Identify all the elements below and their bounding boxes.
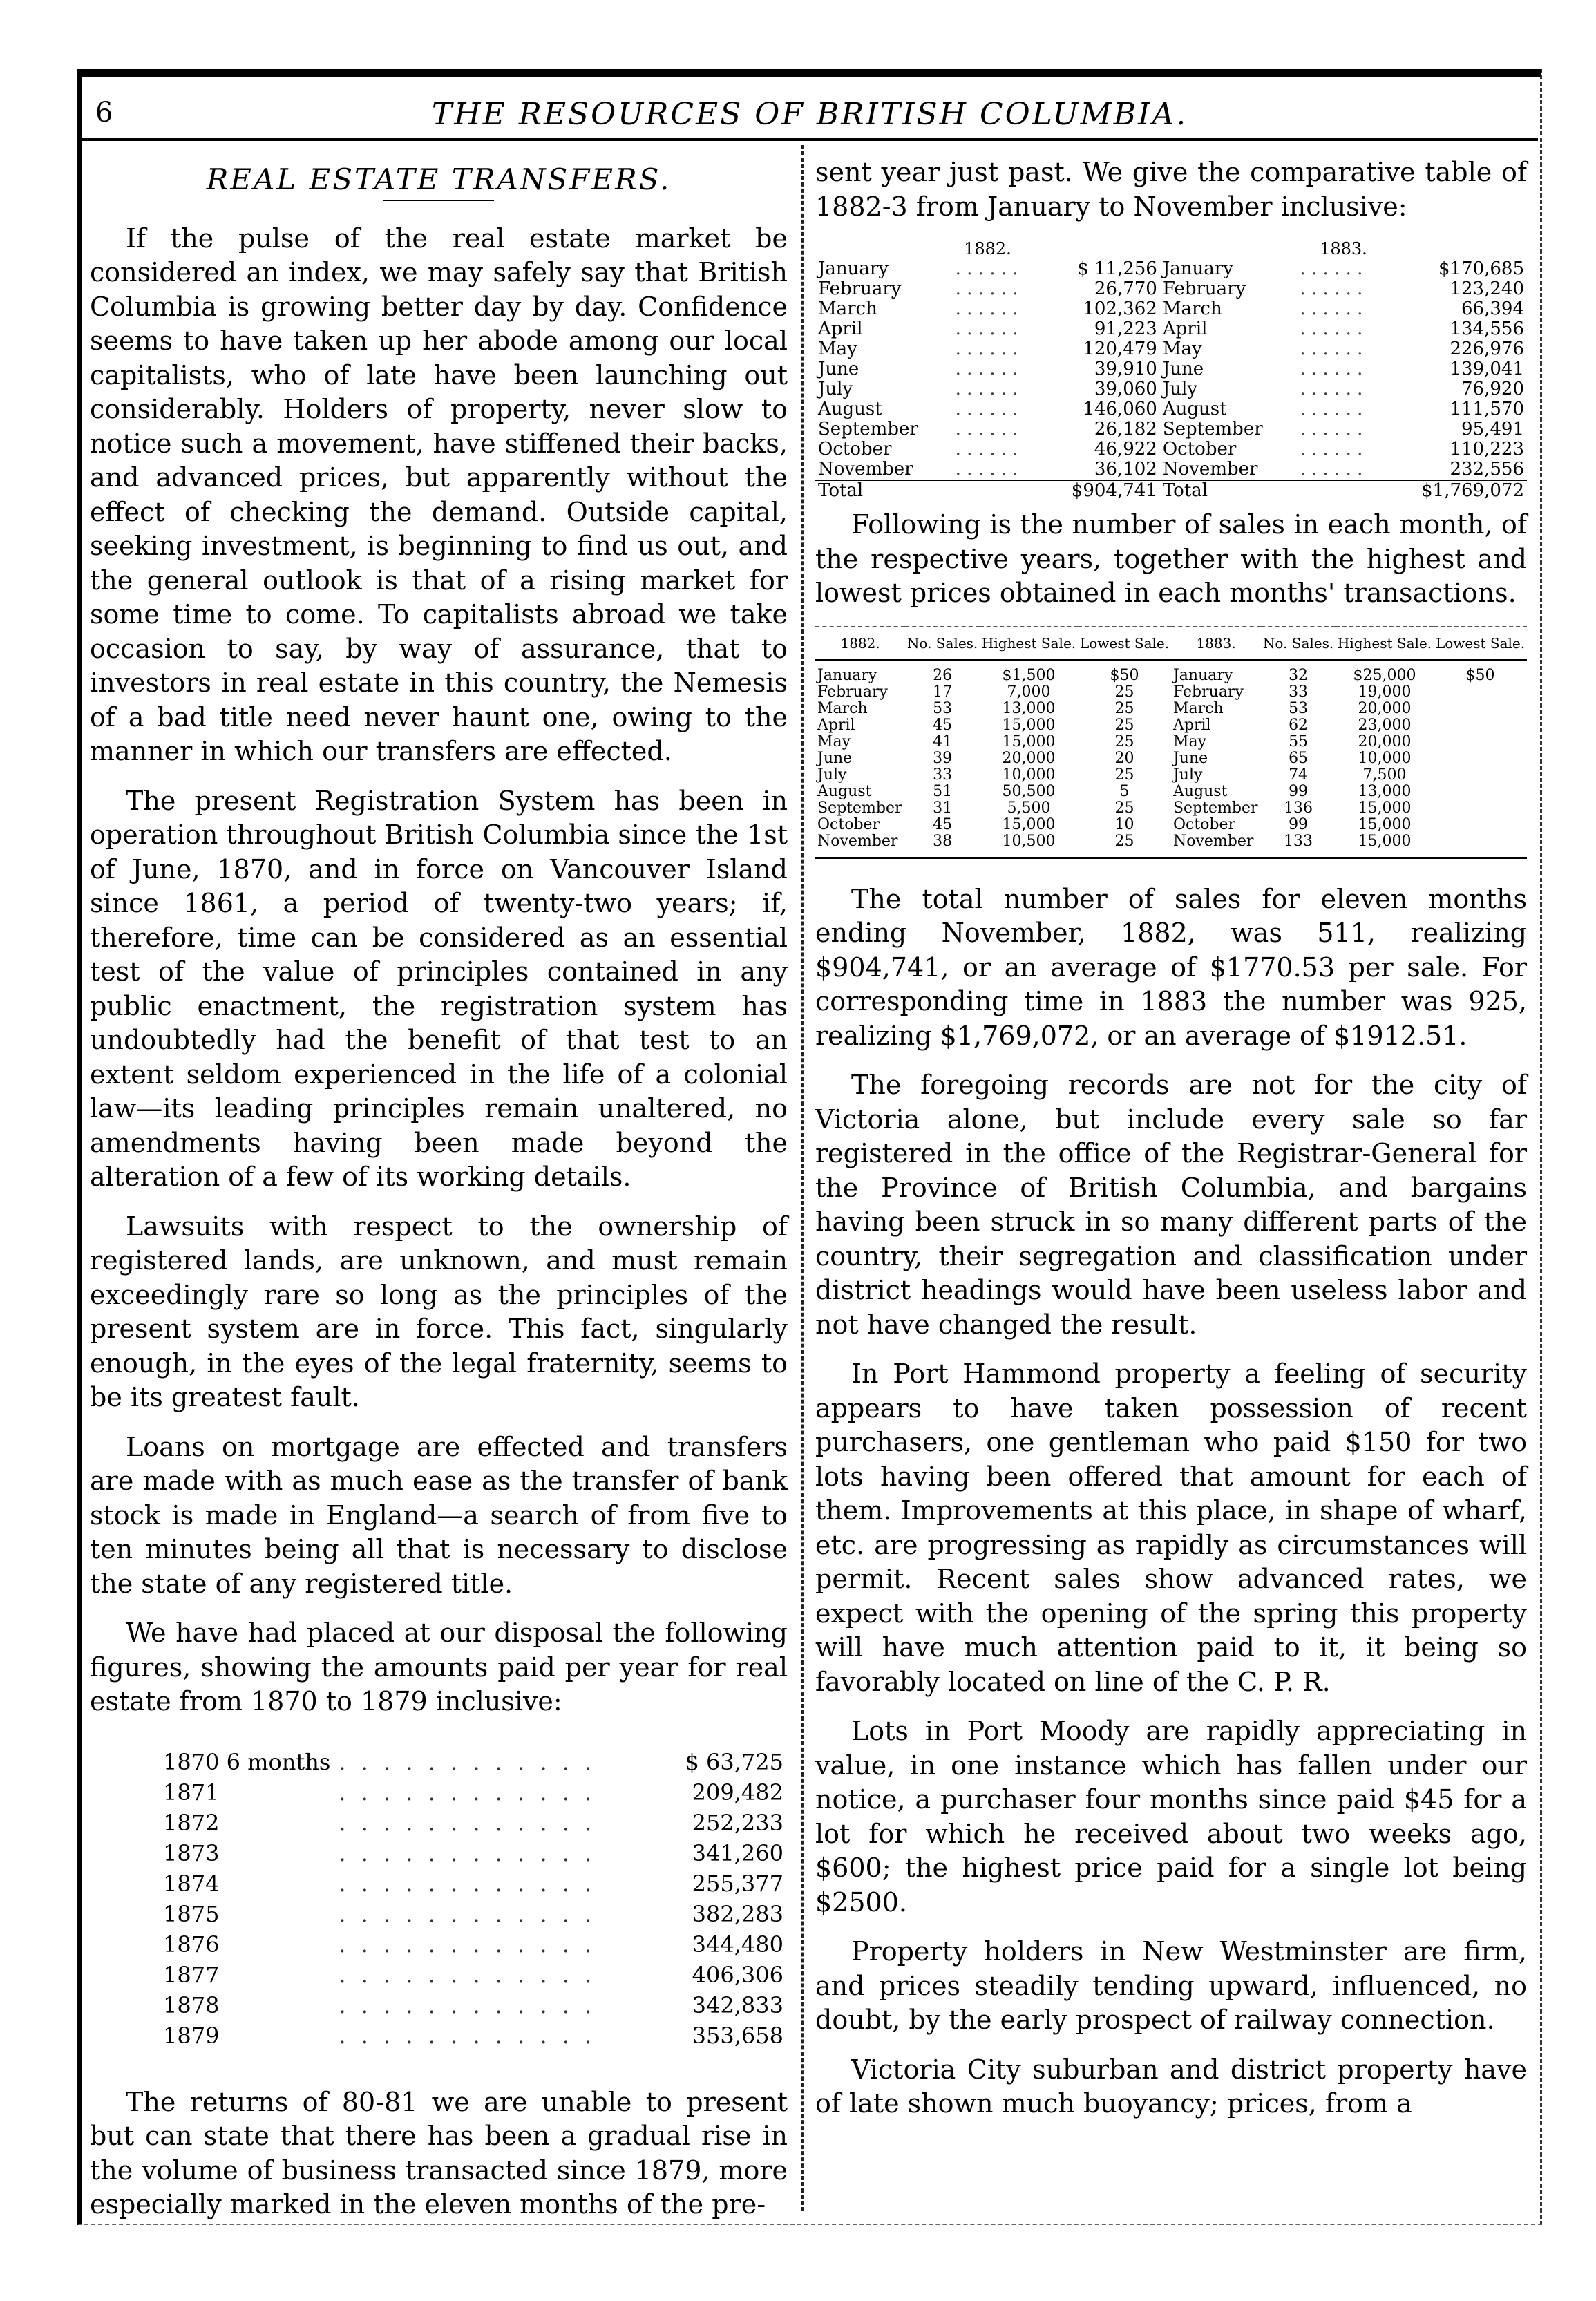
table-cell: July bbox=[1172, 766, 1203, 784]
table-cell bbox=[1434, 734, 1527, 750]
month-cell: May bbox=[818, 339, 857, 359]
table-cell bbox=[1434, 817, 1527, 833]
table-cell: 45 bbox=[933, 815, 953, 833]
paragraph: Loans on mortgage are effected and transfers are made with as much ease as the transfer of bank stock is made in England—a search of from five to ten minutes being all that is necessary to disclose the state of any registered title. bbox=[90, 1431, 788, 1599]
year-cell: 1873 bbox=[163, 1839, 220, 1866]
leader-dots: . . . . . . bbox=[955, 359, 1018, 379]
table-row bbox=[815, 734, 1527, 750]
table-row bbox=[815, 439, 1527, 460]
leader-dots: . . . . . . bbox=[955, 439, 1018, 460]
table-cell: 38 bbox=[933, 832, 953, 850]
table-cell: May bbox=[817, 732, 851, 750]
month-cell: March bbox=[1162, 299, 1222, 319]
amount-cell: $ 63,725 bbox=[685, 1748, 783, 1775]
table-cell: 20,000 bbox=[1002, 749, 1056, 767]
amount-cell: 341,260 bbox=[692, 1839, 783, 1866]
paragraph: In Port Hammond property a feeling of security appears to have taken possession of recent purchasers, one gentleman who paid $150 for two lots having been offered that amount for each of them. Improvements at this place, in shape of wharf, etc. are progressing as rapidly as circumstances will permit. Recent sales show advanced rates, we expect with the opening of the spring this property will have much attention paid to it, it being so favorably located on line of the C. P. R. bbox=[815, 1358, 1527, 1697]
amount-cell: 134,556 bbox=[1450, 319, 1524, 339]
table-cell: 23,000 bbox=[1358, 716, 1412, 734]
table-cell: 7,000 bbox=[1007, 683, 1051, 701]
table-row bbox=[159, 1808, 788, 1838]
month-cell: March bbox=[818, 299, 877, 319]
table-cell: February bbox=[1172, 683, 1244, 701]
leader-dots: . . . . . . bbox=[1300, 319, 1363, 339]
leader-dots: . . . . . . bbox=[955, 299, 1018, 319]
amount-cell: 102,362 bbox=[1083, 299, 1157, 319]
paragraph: Lawsuits with respect to the ownership of registered lands, are unknown, and must remain exceedingly rare so long as the principles of the present system are in force. This fact, singularly enough, in the eyes of the legal fraternity, seems to be its greatest fault. bbox=[90, 1211, 788, 1412]
month-cell: April bbox=[818, 319, 863, 339]
table-row bbox=[815, 359, 1527, 379]
table-row bbox=[815, 460, 1527, 480]
amount-cell: 26,770 bbox=[1094, 278, 1157, 299]
leader-dots: . . . . . . bbox=[955, 279, 1018, 299]
page-header bbox=[82, 97, 1538, 141]
table-cell: 25 bbox=[1114, 683, 1134, 701]
amount-cell: 382,283 bbox=[692, 1900, 783, 1927]
table-cell: 53 bbox=[1289, 699, 1309, 717]
table-row bbox=[815, 684, 1527, 701]
year-cell: 1875 bbox=[163, 1900, 220, 1927]
table-cell: 5 bbox=[1119, 782, 1130, 800]
leader-dots: . . . . . . . . . . . . bbox=[339, 1748, 596, 1775]
table-cell: May bbox=[1172, 732, 1207, 750]
table-cell: 13,000 bbox=[1002, 699, 1056, 717]
table-row bbox=[159, 1899, 788, 1929]
amount-cell: 146,060 bbox=[1083, 399, 1157, 419]
table-row bbox=[815, 399, 1527, 419]
month-cell: January bbox=[818, 258, 889, 279]
table-row bbox=[159, 1868, 788, 1899]
leader-dots: . . . . . . . . . . . . bbox=[339, 1900, 596, 1927]
table-cell bbox=[1434, 767, 1527, 784]
table-cell: 15,000 bbox=[1358, 832, 1412, 850]
table-row bbox=[159, 1747, 788, 1777]
year-cell: 1878 bbox=[163, 1991, 220, 2018]
table-row bbox=[159, 1777, 788, 1808]
table-cell: 51 bbox=[933, 782, 953, 800]
table-cell: June bbox=[1172, 749, 1208, 767]
table-cell: November bbox=[1172, 832, 1254, 850]
leader-dots: . . . . . . bbox=[1300, 339, 1363, 359]
article-title: REAL ESTATE TRANSFERS. bbox=[206, 162, 672, 196]
paragraph: The foregoing records are not for the city of Victoria alone, but include every sale so far registered in the office of the Registrar-General for the Province of British Columbia, and bargains having been struck in so many different parts of the country, their segregation and classification under district headings would have been useless labor and not have changed the result. bbox=[815, 1070, 1527, 1340]
amount-cell: 36,102 bbox=[1094, 459, 1157, 480]
table-cell: $1,500 bbox=[1002, 666, 1056, 684]
leader-dots: . . . . . . bbox=[1300, 359, 1363, 379]
month-cell: November bbox=[1162, 459, 1258, 480]
monthly-sales-table bbox=[815, 626, 1527, 859]
running-title: THE RESOURCES OF BRITISH COLUMBIA. bbox=[431, 97, 1188, 132]
paragraph: Property holders in New Westminster are firm, and prices steadily tending upward, influenced, no doubt, by the early prospect of railway connection. bbox=[815, 1936, 1527, 2035]
annual-amounts-table bbox=[159, 1747, 788, 2051]
table-cell: October bbox=[1172, 815, 1236, 833]
table-cell: $50 bbox=[1110, 666, 1139, 684]
table-cell: March bbox=[817, 699, 868, 717]
amount-cell: $ 11,256 bbox=[1077, 258, 1157, 279]
table-cell: 41 bbox=[933, 732, 953, 750]
table-row bbox=[815, 279, 1527, 299]
table-cell bbox=[1434, 717, 1527, 734]
table-cell: 20,000 bbox=[1358, 732, 1412, 750]
paragraph: The present Registration System has been in operation throughout British Columbia since the 1st of June, 1870, and in force on Vancouver Island since 1861, a period of twenty-two years; if, therefore, time can be considered as an essential test of the value of principles contained in any public enactment, the registration system has undoubtedly had the benefit of that test to an extent seldom experienced in the life of a colonial law—its leading principles remain unaltered, no amendments having been made beyond the alteration of a few of its working details. bbox=[90, 785, 788, 1192]
year-cell: 1872 bbox=[163, 1809, 220, 1836]
table-cell: 99 bbox=[1289, 782, 1309, 800]
table-cell: $25,000 bbox=[1353, 666, 1416, 684]
month-cell: September bbox=[1162, 419, 1263, 439]
amount-cell: 406,306 bbox=[692, 1961, 783, 1988]
leader-dots: . . . . . . . . . . . . bbox=[339, 1809, 596, 1836]
table-row bbox=[815, 833, 1527, 858]
table-row bbox=[815, 299, 1527, 319]
year-cell: 1879 bbox=[163, 2022, 220, 2049]
table-cell: 33 bbox=[1289, 683, 1309, 701]
leader-dots: . . . . . . bbox=[1300, 279, 1363, 299]
leader-dots: . . . . . . bbox=[955, 399, 1018, 419]
leader-dots: . . . . . . . . . . . . bbox=[339, 1779, 596, 1806]
table-cell bbox=[1434, 701, 1527, 717]
month-cell: February bbox=[1162, 278, 1246, 299]
title-rule bbox=[383, 200, 494, 201]
left-column bbox=[90, 155, 788, 2237]
table-cell: January bbox=[817, 666, 877, 684]
table-row bbox=[815, 259, 1527, 279]
leader-dots: . . . . . . . . . . . . bbox=[339, 1991, 596, 2018]
total-row bbox=[815, 480, 1527, 501]
month-cell: February bbox=[818, 278, 902, 299]
table-cell: 39 bbox=[933, 749, 953, 767]
paragraph: Victoria City suburban and district property have of late shown much buoyancy; prices, from a bbox=[815, 2054, 1527, 2119]
table-row bbox=[159, 1990, 788, 2020]
paragraph: The total number of sales for eleven months ending November, 1882, was 511, realizing $904,741, or an average of $1770.53 per sale. For corresponding time in 1883 the number was 925, realizing $1,769,072, or an average of $1912.51. bbox=[815, 883, 1527, 1051]
amount-cell: 255,377 bbox=[692, 1870, 783, 1897]
column-header: Highest Sale. bbox=[980, 627, 1078, 660]
table-cell: 26 bbox=[933, 666, 953, 684]
leader-dots: . . . . . . . . . . . . bbox=[339, 1870, 596, 1897]
table-cell: 133 bbox=[1284, 832, 1313, 850]
table-cell: 25 bbox=[1114, 766, 1134, 784]
month-cell: October bbox=[818, 439, 892, 460]
month-cell: August bbox=[818, 399, 882, 419]
amount-cell: 26,182 bbox=[1094, 419, 1157, 439]
column-header: No. Sales. bbox=[1261, 627, 1336, 660]
table-cell bbox=[1434, 684, 1527, 701]
amount-cell: 120,479 bbox=[1083, 339, 1157, 359]
table-cell: 45 bbox=[933, 716, 953, 734]
amount-cell: 226,976 bbox=[1450, 339, 1524, 359]
leader-dots: . . . . . . bbox=[955, 379, 1018, 399]
table-row bbox=[815, 701, 1527, 717]
table-row bbox=[815, 419, 1527, 439]
amount-cell: 46,922 bbox=[1094, 439, 1157, 460]
year-heading: 1882. bbox=[964, 239, 1011, 258]
month-cell: May bbox=[1162, 339, 1202, 359]
table-cell: 74 bbox=[1289, 766, 1309, 784]
year-cell: 1876 bbox=[163, 1931, 220, 1958]
leader-dots: . . . . . . bbox=[955, 319, 1018, 339]
table-cell: 7,500 bbox=[1362, 766, 1407, 784]
table-cell: August bbox=[817, 782, 872, 800]
leader-dots: . . . . . . . . . . . . bbox=[339, 1931, 596, 1958]
table-cell: 25 bbox=[1114, 699, 1134, 717]
amount-cell: 110,223 bbox=[1450, 439, 1524, 460]
paragraph: If the pulse of the real estate market be considered an index, we may safely say that British Columbia is growing better day by day. Confidence seems to have taken up her abode among our local capitalists, who of late have been launching out considerably. Holders of property, never slow to notice such a movement, have stiffened their backs, and advanced prices, but apparently without the effect of checking the demand. Outside capital, seeking investment, is beginning to find us out, and the general outlook is that of a rising market for some time to come. To capitalists abroad we take occasion to say, by way of assurance, that to investors in real estate in this country, the Nemesis of a bad title need never haunt one, owing to the manner in which our transfers are effected. bbox=[90, 222, 788, 766]
table-cell: $50 bbox=[1465, 666, 1495, 684]
table-cell: 15,000 bbox=[1358, 799, 1412, 817]
table-cell: February bbox=[817, 683, 888, 701]
amount-cell: $170,685 bbox=[1438, 258, 1524, 279]
table-cell: 15,000 bbox=[1002, 732, 1056, 750]
table-cell: 10,500 bbox=[1002, 832, 1056, 850]
table-cell: 19,000 bbox=[1358, 683, 1412, 701]
amount-cell: 123,240 bbox=[1450, 278, 1524, 299]
table-cell: 5,500 bbox=[1007, 799, 1051, 817]
table-cell: April bbox=[817, 716, 855, 734]
month-cell: July bbox=[1162, 379, 1198, 399]
table-cell: June bbox=[817, 749, 853, 767]
table-row bbox=[815, 319, 1527, 339]
table-row bbox=[815, 784, 1527, 800]
table-row bbox=[159, 1960, 788, 1990]
column-divider bbox=[801, 145, 804, 2211]
amount-cell: 353,658 bbox=[692, 2022, 783, 2049]
table-cell: 136 bbox=[1284, 799, 1313, 817]
leader-dots: . . . . . . . . . . . . bbox=[339, 2022, 596, 2049]
table-cell: 10 bbox=[1114, 815, 1134, 833]
paragraph: The returns of 80-81 we are unable to present but can state that there has been a gradual rise in the volume of business transacted since 1879, more especially marked in the eleven months of the pre- bbox=[90, 2086, 788, 2219]
total-label: Total bbox=[815, 480, 953, 501]
leader-dots: . . . . . . bbox=[1300, 379, 1363, 399]
table-cell: 25 bbox=[1114, 832, 1134, 850]
leader-dots: . . . . . . bbox=[955, 419, 1018, 439]
column-header: No. Sales. bbox=[905, 627, 980, 660]
table-cell: 99 bbox=[1289, 815, 1309, 833]
table-cell: 15,000 bbox=[1002, 815, 1056, 833]
amount-cell: 342,833 bbox=[692, 1991, 783, 2018]
table-cell: 65 bbox=[1289, 749, 1309, 767]
table-row bbox=[815, 817, 1527, 833]
table-cell: 25 bbox=[1114, 716, 1134, 734]
table-row bbox=[159, 1929, 788, 1960]
table-cell: 10,000 bbox=[1358, 749, 1412, 767]
amount-cell: 91,223 bbox=[1094, 319, 1157, 339]
table-cell: 20 bbox=[1114, 749, 1134, 767]
leader-dots: . . . . . . bbox=[1300, 419, 1363, 439]
paragraph: sent year just past. We give the comparative table of 1882-3 from January to November inclusive: bbox=[815, 157, 1527, 222]
amount-cell: 209,482 bbox=[692, 1779, 783, 1806]
table-cell bbox=[1434, 784, 1527, 800]
amount-cell: 252,233 bbox=[692, 1809, 783, 1836]
month-cell: August bbox=[1162, 399, 1227, 419]
column-header: 1883. bbox=[1171, 627, 1261, 660]
table-cell: 33 bbox=[933, 766, 953, 784]
table-row bbox=[159, 1838, 788, 1868]
table-cell: 15,000 bbox=[1002, 716, 1056, 734]
table-cell: 55 bbox=[1289, 732, 1309, 750]
month-cell: November bbox=[818, 459, 913, 480]
year-cell: 1870 6 months bbox=[163, 1748, 331, 1775]
leader-dots bbox=[1297, 480, 1386, 501]
amount-cell: 139,041 bbox=[1450, 359, 1524, 379]
leader-dots: . . . . . . bbox=[1300, 399, 1363, 419]
amount-cell: 76,920 bbox=[1461, 379, 1524, 399]
year-cell: 1877 bbox=[163, 1961, 220, 1988]
right-column bbox=[815, 155, 1527, 2137]
table-row bbox=[815, 660, 1527, 684]
year-heading: 1883. bbox=[1320, 239, 1367, 258]
page-number: 6 bbox=[95, 97, 113, 129]
leader-dots bbox=[953, 480, 1042, 501]
leader-dots: . . . . . . bbox=[1300, 299, 1363, 319]
table-cell: 62 bbox=[1289, 716, 1309, 734]
column-header: Lowest Sale. bbox=[1434, 627, 1527, 660]
leader-dots: . . . . . . bbox=[1300, 460, 1363, 480]
leader-dots: . . . . . . bbox=[955, 259, 1018, 279]
paragraph: We have had placed at our disposal the following figures, showing the amounts paid per year for real estate from 1870 to 1879 inclusive: bbox=[90, 1618, 788, 1716]
table-row bbox=[815, 339, 1527, 359]
table-cell: October bbox=[817, 815, 880, 833]
table-cell: 32 bbox=[1289, 666, 1309, 684]
table-cell: 17 bbox=[933, 683, 953, 701]
amount-cell: 39,060 bbox=[1094, 379, 1157, 399]
table-cell: 25 bbox=[1114, 799, 1134, 817]
amount-cell: 95,491 bbox=[1461, 419, 1524, 439]
month-cell: September bbox=[818, 419, 918, 439]
month-cell: January bbox=[1162, 258, 1233, 279]
table-cell bbox=[1434, 800, 1527, 817]
amount-cell: 39,910 bbox=[1094, 359, 1157, 379]
paragraph: Lots in Port Moody are rapidly appreciating in value, in one instance which has fallen under our notice, a purchaser four months since paid $45 for a lot for which he received about two weeks ago, $600; the highest price paid for a single lot being $2500. bbox=[815, 1716, 1527, 1918]
table-row bbox=[159, 2020, 788, 2051]
table-cell: January bbox=[1172, 666, 1233, 684]
total-value: $1,769,072 bbox=[1386, 480, 1527, 501]
leader-dots: . . . . . . . . . . . . bbox=[339, 1961, 596, 1988]
table-cell: 53 bbox=[933, 699, 953, 717]
table-cell: 20,000 bbox=[1358, 699, 1412, 717]
month-cell: April bbox=[1162, 319, 1208, 339]
amount-cell: 344,480 bbox=[692, 1931, 783, 1958]
table-cell: September bbox=[817, 799, 902, 817]
table-cell: 50,500 bbox=[1002, 782, 1056, 800]
month-cell: June bbox=[818, 359, 859, 379]
table-cell: 10,000 bbox=[1002, 766, 1056, 784]
table-row bbox=[815, 767, 1527, 784]
total-value: $904,741 bbox=[1041, 480, 1160, 501]
table-cell: 25 bbox=[1114, 732, 1134, 750]
column-header: Highest Sale. bbox=[1336, 627, 1434, 660]
table-cell: 31 bbox=[933, 799, 953, 817]
column-header: Lowest Sale. bbox=[1078, 627, 1171, 660]
table-row bbox=[815, 800, 1527, 817]
table-cell: November bbox=[817, 832, 898, 850]
year-cell: 1874 bbox=[163, 1870, 220, 1897]
paragraph: Following is the number of sales in each month, of the respective years, together with the highest and lowest prices obtained in each months' transactions. bbox=[815, 509, 1527, 608]
table-row bbox=[815, 379, 1527, 399]
table-row bbox=[815, 717, 1527, 734]
table-cell bbox=[1434, 833, 1527, 858]
table-cell: August bbox=[1172, 782, 1228, 800]
comparative-table bbox=[815, 239, 1527, 501]
amount-cell: 232,556 bbox=[1450, 459, 1524, 480]
table-cell: 15,000 bbox=[1358, 815, 1412, 833]
leader-dots: . . . . . . bbox=[1300, 439, 1363, 460]
column-header: 1882. bbox=[815, 627, 905, 660]
leader-dots: . . . . . . bbox=[955, 460, 1018, 480]
table-row bbox=[815, 750, 1527, 767]
table-cell: September bbox=[1172, 799, 1258, 817]
month-cell: July bbox=[818, 379, 853, 399]
month-cell: October bbox=[1162, 439, 1237, 460]
amount-cell: 66,394 bbox=[1461, 299, 1524, 319]
leader-dots: . . . . . . bbox=[1300, 259, 1363, 279]
month-cell: June bbox=[1162, 359, 1204, 379]
year-cell: 1871 bbox=[163, 1779, 220, 1806]
table-cell: July bbox=[817, 766, 847, 784]
table-cell: 13,000 bbox=[1358, 782, 1412, 800]
total-label: Total bbox=[1160, 480, 1298, 501]
table-cell: March bbox=[1172, 699, 1224, 717]
amount-cell: 111,570 bbox=[1450, 399, 1524, 419]
table-cell: April bbox=[1172, 716, 1211, 734]
leader-dots: . . . . . . bbox=[955, 339, 1018, 359]
leader-dots: . . . . . . . . . . . . bbox=[339, 1839, 596, 1866]
table-cell bbox=[1434, 750, 1527, 767]
